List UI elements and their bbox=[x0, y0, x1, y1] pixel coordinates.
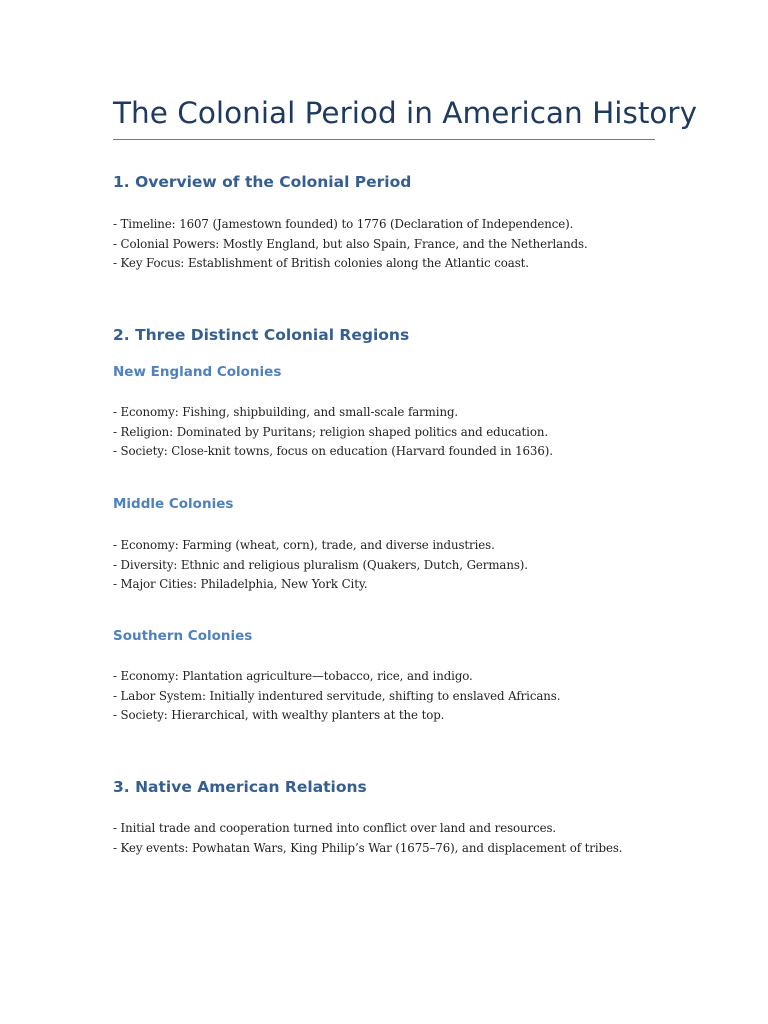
list-item: - Society: Hierarchical, with wealthy planters at the top. bbox=[113, 708, 445, 722]
list-item: - Religion: Dominated by Puritans; religion shaped politics and education. bbox=[113, 424, 548, 439]
list-item: - Diversity: Ethnic and religious pluralism (Quakers, Dutch, Germans). bbox=[113, 557, 528, 572]
list-item: - Timeline: 1607 (Jamestown founded) to 1776 (Declaration of Independence). bbox=[113, 217, 574, 231]
list-item: - Colonial Powers: Mostly England, but also Spain, France, and the Netherlands. bbox=[113, 236, 588, 251]
title-underline bbox=[113, 139, 655, 140]
list-item: - Economy: Farming (wheat, corn), trade, and diverse industries. bbox=[113, 538, 495, 552]
subheading-middle: Middle Colonies bbox=[113, 496, 234, 512]
southern-list bbox=[113, 667, 560, 726]
section-heading-overview: 1. Overview of the Colonial Period bbox=[113, 173, 412, 191]
list-item: - Key events: Powhatan Wars, King Philip’s War (1675–76), and displacement of tribes. bbox=[113, 840, 623, 855]
list-item: - Society: Close-knit towns, focus on education (Harvard founded in 1636). bbox=[113, 444, 553, 458]
list-item: - Labor System: Initially indentured servitude, shifting to enslaved Africans. bbox=[113, 688, 561, 703]
subheading-new-england: New England Colonies bbox=[113, 364, 282, 380]
document-title: The Colonial Period in American History bbox=[113, 96, 698, 130]
new-england-list bbox=[113, 403, 553, 462]
list-item: - Economy: Fishing, shipbuilding, and small-scale farming. bbox=[113, 405, 459, 419]
section-heading-native-relations: 3. Native American Relations bbox=[113, 778, 367, 796]
list-item: - Major Cities: Philadelphia, New York City. bbox=[113, 577, 368, 591]
subheading-southern: Southern Colonies bbox=[113, 628, 253, 644]
list-item: - Initial trade and cooperation turned into conflict over land and resources. bbox=[113, 821, 557, 835]
middle-list bbox=[113, 536, 528, 595]
native-relations-list bbox=[113, 819, 622, 858]
list-item: - Key Focus: Establishment of British colonies along the Atlantic coast. bbox=[113, 256, 529, 270]
overview-list bbox=[113, 215, 588, 274]
section-heading-regions: 2. Three Distinct Colonial Regions bbox=[113, 326, 410, 344]
list-item: - Economy: Plantation agriculture—tobacco, rice, and indigo. bbox=[113, 669, 473, 683]
